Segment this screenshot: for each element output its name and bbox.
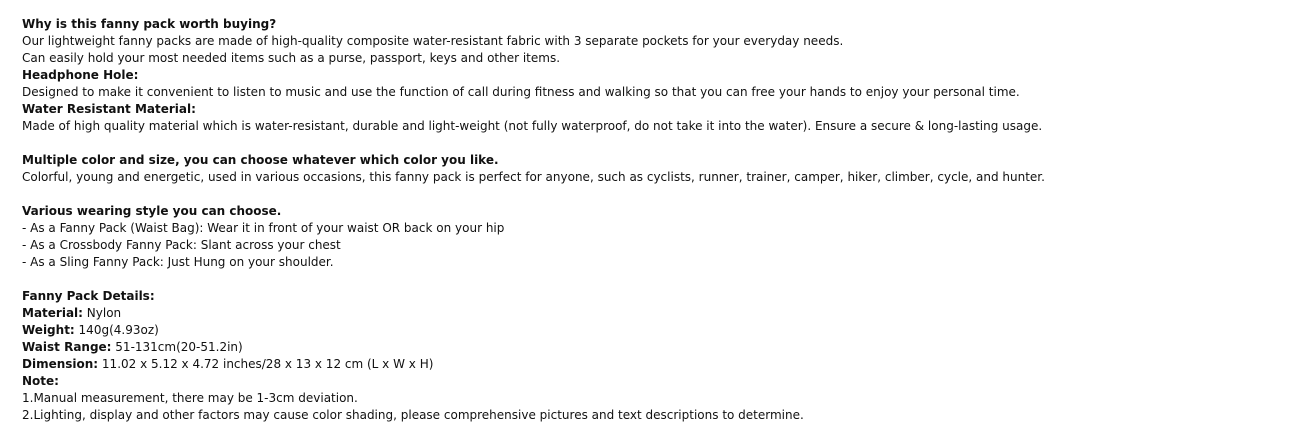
section-heading-material: Water Resistant Material: [22, 102, 196, 116]
note-item: 2.Lighting, display and other factors may cause color shading, please comprehensive pictures and text descriptions to determine. [22, 408, 804, 422]
detail-value: 140g(4.93oz) [74, 323, 159, 337]
spacer [22, 186, 1272, 203]
note-item: 1.Manual measurement, there may be 1-3cm deviation. [22, 391, 358, 405]
paragraph-line: Our lightweight fanny packs are made of high-quality composite water-resistant fabric with 3 separate pockets for your everyday needs. [22, 34, 844, 48]
detail-waist-range [22, 339, 1272, 356]
detail-label: Material: [22, 306, 83, 320]
detail-material [22, 305, 1272, 322]
section-heading-details: Fanny Pack Details: [22, 289, 155, 303]
product-description [22, 16, 1272, 424]
detail-value: Nylon [82, 306, 122, 320]
detail-note-label: Note: [22, 374, 59, 388]
paragraph-line: Colorful, young and energetic, used in various occasions, this fanny pack is perfect for anyone, such as cyclists, runner, trainer, camper, hiker, climber, cycle, and hunter. [22, 170, 1045, 184]
detail-weight [22, 322, 1272, 339]
spacer [22, 271, 1272, 288]
detail-value: 11.02 x 5.12 x 4.72 inches/28 x 13 x 12 cm (L x W x H) [98, 357, 434, 371]
section-heading-colors: Multiple color and size, you can choose whatever which color you like. [22, 153, 499, 167]
section-heading-why: Why is this fanny pack worth buying? [22, 17, 277, 31]
spacer [22, 135, 1272, 152]
detail-label: Dimension: [22, 357, 99, 371]
detail-dimension [22, 356, 1272, 373]
list-item: - As a Crossbody Fanny Pack: Slant across your chest [22, 238, 341, 252]
detail-label: Waist Range: [22, 340, 112, 354]
paragraph-line: Made of high quality material which is water-resistant, durable and light-weight (not fully waterproof, do not take it into the water). Ensure a secure & long-lasting usage. [22, 119, 1043, 133]
section-heading-headphone: Headphone Hole: [22, 68, 139, 82]
paragraph-line: Can easily hold your most needed items such as a purse, passport, keys and other items. [22, 51, 561, 65]
detail-label: Weight: [22, 323, 75, 337]
list-item: - As a Sling Fanny Pack: Just Hung on your shoulder. [22, 255, 334, 269]
detail-value: 51-131cm(20-51.2in) [111, 340, 243, 354]
list-item: - As a Fanny Pack (Waist Bag): Wear it in front of your waist OR back on your hip [22, 221, 505, 235]
paragraph-line: Designed to make it convenient to listen to music and use the function of call during fitness and walking so that you can free your hands to enjoy your personal time. [22, 85, 1020, 99]
section-heading-styles: Various wearing style you can choose. [22, 204, 282, 218]
